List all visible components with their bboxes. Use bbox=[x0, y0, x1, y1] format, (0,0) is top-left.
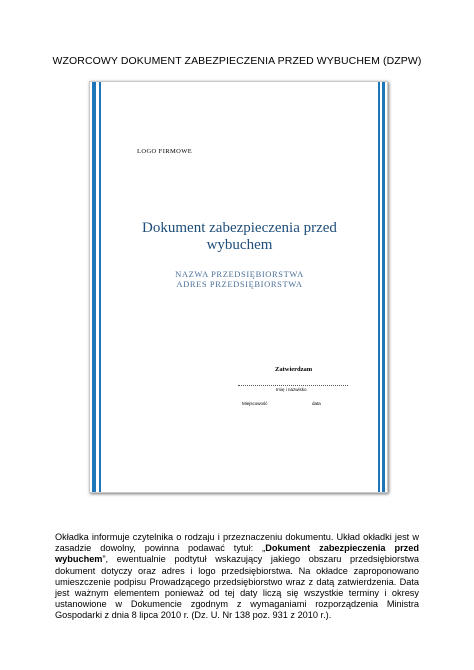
date-label: data bbox=[312, 401, 321, 406]
description-part2: ”, ewentualnie podtytuł wskazujący jakiego obszaru przedsiębiorstwa dokument dotyczy oraz adres i logo przedsiębiorstwa. Na okładce zaproponowano umieszczenie podpisu Prowadzącego przedsiębiorstwo wraz z datą zatwierdzenia. Data jest ważnym elementem ponieważ od tej daty liczą się wszystkie terminy i okresy ustanowione w Dokumencie zgodnym z wymaganiami rozporządzenia Ministra Gospodarki z dnia 8 lipca 2010 r. (Dz. U. Nr 138 poz. 931 z 2010 r.). bbox=[55, 554, 419, 621]
description-paragraph bbox=[55, 532, 419, 622]
cover-document-title: Dokument zabezpieczenia przed wybuchem bbox=[142, 220, 337, 253]
company-name: NAZWA PRZEDSIĘBIORSTWA bbox=[175, 269, 304, 279]
signature-label: Imię i nazwisko bbox=[276, 387, 307, 392]
logo-placeholder: LOGO FIRMOWE bbox=[137, 148, 193, 155]
place-label: Miejscowość bbox=[242, 401, 268, 406]
page-title: WZORCOWY DOKUMENT ZABEZPIECZENIA PRZED WYBUCHEM (DZPW) bbox=[52, 55, 422, 67]
approve-label: Zatwierdzam bbox=[275, 366, 313, 373]
description-part1: Okładka informuje czytelnika o rodzaju i przeznaczeniu dokumentu. Układ okładki jest w zasadzie dowolny, powinna podawać tytuł: „ bbox=[55, 532, 419, 554]
description-bold-title: Dokument zabezpieczenia przed wybuchem bbox=[55, 543, 419, 565]
company-address: ADRES PRZEDSIĘBIORSTWA bbox=[176, 279, 303, 289]
cover-preview bbox=[89, 81, 388, 493]
cover-company-block bbox=[90, 269, 389, 289]
signature-line bbox=[238, 385, 348, 386]
